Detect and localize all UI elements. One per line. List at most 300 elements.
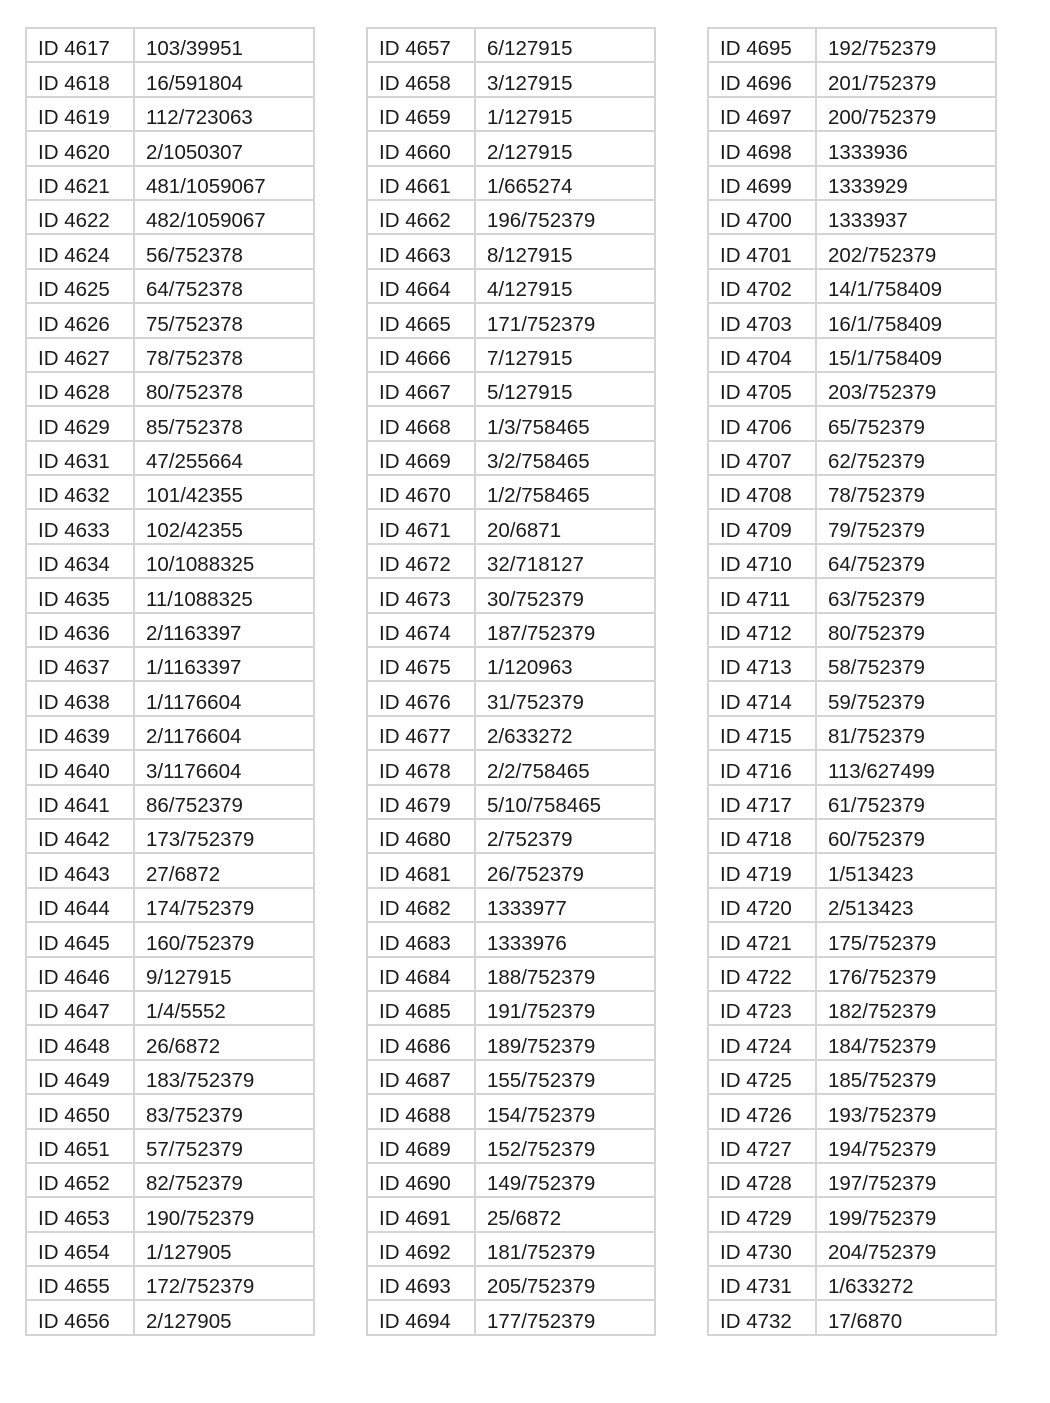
record-id-cell: ID 4717 — [708, 785, 816, 819]
record-id-cell: ID 4687 — [367, 1060, 475, 1094]
record-id-cell: ID 4657 — [367, 28, 475, 62]
record-value-cell: 86/752379 — [134, 785, 314, 819]
record-value-cell: 3/1176604 — [134, 750, 314, 784]
record-id-cell: ID 4701 — [708, 234, 816, 268]
table-row — [26, 922, 314, 956]
record-value-cell: 201/752379 — [816, 62, 996, 96]
record-id-cell: ID 4665 — [367, 303, 475, 337]
record-value-cell: 5/127915 — [475, 372, 655, 406]
record-value-cell: 2/1176604 — [134, 716, 314, 750]
record-value-cell: 56/752378 — [134, 234, 314, 268]
table-row — [26, 1300, 314, 1334]
record-id-cell: ID 4713 — [708, 647, 816, 681]
table-row — [708, 1025, 996, 1059]
table-row — [367, 957, 655, 991]
record-id-cell: ID 4682 — [367, 888, 475, 922]
table-row — [708, 131, 996, 165]
record-value-cell: 152/752379 — [475, 1129, 655, 1163]
table-row — [26, 509, 314, 543]
table-row — [26, 1197, 314, 1231]
table-row — [708, 544, 996, 578]
record-id-cell: ID 4658 — [367, 62, 475, 96]
record-value-cell: 481/1059067 — [134, 166, 314, 200]
record-value-cell: 2/513423 — [816, 888, 996, 922]
table-row — [367, 1025, 655, 1059]
table-row — [26, 372, 314, 406]
record-id-cell: ID 4705 — [708, 372, 816, 406]
record-id-cell: ID 4732 — [708, 1300, 816, 1334]
id-table-column-2 — [366, 27, 656, 1336]
record-id-cell: ID 4677 — [367, 716, 475, 750]
table-row — [26, 97, 314, 131]
table-row — [708, 97, 996, 131]
record-id-cell: ID 4712 — [708, 613, 816, 647]
record-id-cell: ID 4709 — [708, 509, 816, 543]
record-id-cell: ID 4721 — [708, 922, 816, 956]
table-row — [26, 406, 314, 440]
record-id-cell: ID 4668 — [367, 406, 475, 440]
table-row — [708, 647, 996, 681]
record-value-cell: 176/752379 — [816, 957, 996, 991]
record-value-cell: 3/127915 — [475, 62, 655, 96]
record-value-cell: 7/127915 — [475, 338, 655, 372]
record-value-cell: 189/752379 — [475, 1025, 655, 1059]
record-id-cell: ID 4686 — [367, 1025, 475, 1059]
record-value-cell: 177/752379 — [475, 1300, 655, 1334]
record-id-cell: ID 4693 — [367, 1266, 475, 1300]
table-row — [26, 131, 314, 165]
record-value-cell: 10/1088325 — [134, 544, 314, 578]
record-id-cell: ID 4636 — [26, 613, 134, 647]
record-value-cell: 203/752379 — [816, 372, 996, 406]
table-row — [367, 785, 655, 819]
record-id-cell: ID 4622 — [26, 200, 134, 234]
table-row — [26, 578, 314, 612]
record-value-cell: 61/752379 — [816, 785, 996, 819]
table-row — [26, 234, 314, 268]
table-row — [367, 716, 655, 750]
record-id-cell: ID 4676 — [367, 681, 475, 715]
record-value-cell: 102/42355 — [134, 509, 314, 543]
record-id-cell: ID 4670 — [367, 475, 475, 509]
record-value-cell: 11/1088325 — [134, 578, 314, 612]
id-table-column-1 — [25, 27, 315, 1336]
table-row — [26, 269, 314, 303]
table-row — [26, 303, 314, 337]
table-row — [367, 475, 655, 509]
table-row — [26, 28, 314, 62]
table-row — [26, 1163, 314, 1197]
record-id-cell: ID 4639 — [26, 716, 134, 750]
record-id-cell: ID 4632 — [26, 475, 134, 509]
record-value-cell: 78/752378 — [134, 338, 314, 372]
record-value-cell: 83/752379 — [134, 1094, 314, 1128]
record-id-cell: ID 4627 — [26, 338, 134, 372]
table-row — [708, 1094, 996, 1128]
record-id-cell: ID 4718 — [708, 819, 816, 853]
record-id-cell: ID 4703 — [708, 303, 816, 337]
table-row — [708, 888, 996, 922]
record-value-cell: 205/752379 — [475, 1266, 655, 1300]
record-id-cell: ID 4727 — [708, 1129, 816, 1163]
table-row — [367, 234, 655, 268]
table-row — [26, 681, 314, 715]
record-id-cell: ID 4673 — [367, 578, 475, 612]
table-row — [367, 613, 655, 647]
record-id-cell: ID 4667 — [367, 372, 475, 406]
table-row — [708, 716, 996, 750]
record-value-cell: 1/1176604 — [134, 681, 314, 715]
table-row — [26, 819, 314, 853]
record-value-cell: 85/752378 — [134, 406, 314, 440]
record-id-cell: ID 4646 — [26, 957, 134, 991]
table-row — [367, 888, 655, 922]
record-id-cell: ID 4669 — [367, 441, 475, 475]
record-id-cell: ID 4710 — [708, 544, 816, 578]
record-value-cell: 113/627499 — [816, 750, 996, 784]
record-value-cell: 47/255664 — [134, 441, 314, 475]
table-row — [26, 785, 314, 819]
record-value-cell: 1/120963 — [475, 647, 655, 681]
record-id-cell: ID 4619 — [26, 97, 134, 131]
record-value-cell: 2/633272 — [475, 716, 655, 750]
record-id-cell: ID 4638 — [26, 681, 134, 715]
record-value-cell: 192/752379 — [816, 28, 996, 62]
table-row — [26, 1025, 314, 1059]
record-id-cell: ID 4653 — [26, 1197, 134, 1231]
table-row — [367, 647, 655, 681]
record-id-cell: ID 4631 — [26, 441, 134, 475]
record-value-cell: 3/2/758465 — [475, 441, 655, 475]
record-value-cell: 31/752379 — [475, 681, 655, 715]
record-value-cell: 184/752379 — [816, 1025, 996, 1059]
record-value-cell: 190/752379 — [134, 1197, 314, 1231]
record-value-cell: 65/752379 — [816, 406, 996, 440]
table-row — [708, 269, 996, 303]
record-id-cell: ID 4635 — [26, 578, 134, 612]
record-value-cell: 2/127915 — [475, 131, 655, 165]
record-id-cell: ID 4640 — [26, 750, 134, 784]
table-row — [367, 1163, 655, 1197]
record-id-cell: ID 4644 — [26, 888, 134, 922]
table-row — [367, 406, 655, 440]
record-id-cell: ID 4688 — [367, 1094, 475, 1128]
table-row — [367, 544, 655, 578]
table-row — [708, 819, 996, 853]
record-id-cell: ID 4722 — [708, 957, 816, 991]
record-id-cell: ID 4704 — [708, 338, 816, 372]
record-id-cell: ID 4643 — [26, 853, 134, 887]
table-row — [367, 372, 655, 406]
table-row — [367, 269, 655, 303]
table-row — [708, 509, 996, 543]
table-row — [367, 338, 655, 372]
record-value-cell: 1/1163397 — [134, 647, 314, 681]
table-row — [367, 303, 655, 337]
record-value-cell: 193/752379 — [816, 1094, 996, 1128]
record-id-cell: ID 4672 — [367, 544, 475, 578]
record-id-cell: ID 4656 — [26, 1300, 134, 1334]
table-row — [367, 819, 655, 853]
record-id-cell: ID 4716 — [708, 750, 816, 784]
record-value-cell: 188/752379 — [475, 957, 655, 991]
table-row — [708, 166, 996, 200]
record-id-cell: ID 4723 — [708, 991, 816, 1025]
table-row — [708, 372, 996, 406]
record-id-cell: ID 4649 — [26, 1060, 134, 1094]
record-id-cell: ID 4720 — [708, 888, 816, 922]
table-row — [708, 785, 996, 819]
record-value-cell: 62/752379 — [816, 441, 996, 475]
record-id-cell: ID 4625 — [26, 269, 134, 303]
record-value-cell: 1/665274 — [475, 166, 655, 200]
record-id-cell: ID 4719 — [708, 853, 816, 887]
record-id-cell: ID 4642 — [26, 819, 134, 853]
table-row — [708, 681, 996, 715]
record-id-cell: ID 4715 — [708, 716, 816, 750]
record-id-cell: ID 4708 — [708, 475, 816, 509]
table-row — [26, 888, 314, 922]
table-row — [26, 544, 314, 578]
record-value-cell: 154/752379 — [475, 1094, 655, 1128]
record-value-cell: 5/10/758465 — [475, 785, 655, 819]
table-row — [367, 681, 655, 715]
table-row — [367, 509, 655, 543]
record-id-cell: ID 4730 — [708, 1232, 816, 1266]
record-value-cell: 58/752379 — [816, 647, 996, 681]
table-row — [708, 1232, 996, 1266]
record-id-cell: ID 4714 — [708, 681, 816, 715]
record-id-cell: ID 4637 — [26, 647, 134, 681]
record-value-cell: 204/752379 — [816, 1232, 996, 1266]
record-id-cell: ID 4691 — [367, 1197, 475, 1231]
record-id-cell: ID 4697 — [708, 97, 816, 131]
table-row — [708, 62, 996, 96]
table-row — [26, 166, 314, 200]
record-value-cell: 1/2/758465 — [475, 475, 655, 509]
table-row — [367, 1060, 655, 1094]
record-value-cell: 32/718127 — [475, 544, 655, 578]
record-id-cell: ID 4696 — [708, 62, 816, 96]
record-value-cell: 80/752379 — [816, 613, 996, 647]
record-value-cell: 30/752379 — [475, 578, 655, 612]
record-id-cell: ID 4641 — [26, 785, 134, 819]
table-row — [708, 234, 996, 268]
record-value-cell: 181/752379 — [475, 1232, 655, 1266]
table-row — [708, 338, 996, 372]
table-row — [367, 750, 655, 784]
record-value-cell: 14/1/758409 — [816, 269, 996, 303]
record-id-cell: ID 4702 — [708, 269, 816, 303]
record-id-cell: ID 4692 — [367, 1232, 475, 1266]
table-row — [26, 1060, 314, 1094]
record-id-cell: ID 4685 — [367, 991, 475, 1025]
table-row — [708, 1266, 996, 1300]
record-id-cell: ID 4621 — [26, 166, 134, 200]
table-row — [26, 1232, 314, 1266]
table-row — [367, 1129, 655, 1163]
table-row — [708, 853, 996, 887]
record-id-cell: ID 4629 — [26, 406, 134, 440]
table-row — [26, 338, 314, 372]
record-value-cell: 1/4/5552 — [134, 991, 314, 1025]
table-row — [367, 1094, 655, 1128]
record-value-cell: 2/127905 — [134, 1300, 314, 1334]
table-row — [367, 1197, 655, 1231]
table-row — [26, 1266, 314, 1300]
record-value-cell: 174/752379 — [134, 888, 314, 922]
record-value-cell: 75/752378 — [134, 303, 314, 337]
table-row — [708, 406, 996, 440]
record-id-cell: ID 4633 — [26, 509, 134, 543]
record-id-cell: ID 4675 — [367, 647, 475, 681]
record-value-cell: 26/752379 — [475, 853, 655, 887]
table-row — [708, 1300, 996, 1334]
record-id-cell: ID 4654 — [26, 1232, 134, 1266]
record-value-cell: 9/127915 — [134, 957, 314, 991]
table-row — [367, 97, 655, 131]
table-row — [26, 475, 314, 509]
record-value-cell: 26/6872 — [134, 1025, 314, 1059]
record-id-cell: ID 4659 — [367, 97, 475, 131]
record-value-cell: 2/2/758465 — [475, 750, 655, 784]
record-value-cell: 194/752379 — [816, 1129, 996, 1163]
record-id-cell: ID 4652 — [26, 1163, 134, 1197]
record-value-cell: 191/752379 — [475, 991, 655, 1025]
record-id-cell: ID 4664 — [367, 269, 475, 303]
record-value-cell: 16/1/758409 — [816, 303, 996, 337]
table-row — [26, 957, 314, 991]
record-value-cell: 160/752379 — [134, 922, 314, 956]
record-id-cell: ID 4689 — [367, 1129, 475, 1163]
record-value-cell: 80/752378 — [134, 372, 314, 406]
record-value-cell: 1333976 — [475, 922, 655, 956]
table-row — [367, 441, 655, 475]
record-id-cell: ID 4663 — [367, 234, 475, 268]
record-value-cell: 149/752379 — [475, 1163, 655, 1197]
id-table-column-3 — [707, 27, 997, 1336]
record-value-cell: 6/127915 — [475, 28, 655, 62]
table-row — [708, 957, 996, 991]
table-row — [26, 1129, 314, 1163]
record-id-cell: ID 4620 — [26, 131, 134, 165]
record-value-cell: 112/723063 — [134, 97, 314, 131]
record-value-cell: 17/6870 — [816, 1300, 996, 1334]
record-id-cell: ID 4679 — [367, 785, 475, 819]
table-row — [708, 613, 996, 647]
table-row — [708, 578, 996, 612]
record-value-cell: 64/752378 — [134, 269, 314, 303]
record-value-cell: 2/752379 — [475, 819, 655, 853]
record-id-cell: ID 4731 — [708, 1266, 816, 1300]
table-row — [708, 28, 996, 62]
record-id-cell: ID 4624 — [26, 234, 134, 268]
table-row — [708, 441, 996, 475]
record-id-cell: ID 4681 — [367, 853, 475, 887]
record-value-cell: 78/752379 — [816, 475, 996, 509]
table-row — [367, 853, 655, 887]
record-value-cell: 2/1050307 — [134, 131, 314, 165]
record-value-cell: 175/752379 — [816, 922, 996, 956]
record-value-cell: 172/752379 — [134, 1266, 314, 1300]
table-row — [708, 1060, 996, 1094]
record-value-cell: 1/3/758465 — [475, 406, 655, 440]
record-value-cell: 4/127915 — [475, 269, 655, 303]
record-id-cell: ID 4655 — [26, 1266, 134, 1300]
record-id-cell: ID 4666 — [367, 338, 475, 372]
table-row — [367, 200, 655, 234]
record-id-cell: ID 4699 — [708, 166, 816, 200]
table-row — [26, 441, 314, 475]
record-id-cell: ID 4698 — [708, 131, 816, 165]
record-value-cell: 81/752379 — [816, 716, 996, 750]
table-row — [367, 62, 655, 96]
table-row — [26, 750, 314, 784]
record-value-cell: 202/752379 — [816, 234, 996, 268]
record-id-cell: ID 4678 — [367, 750, 475, 784]
table-row — [708, 303, 996, 337]
record-value-cell: 8/127915 — [475, 234, 655, 268]
table-row — [708, 922, 996, 956]
record-value-cell: 183/752379 — [134, 1060, 314, 1094]
record-value-cell: 25/6872 — [475, 1197, 655, 1231]
record-value-cell: 482/1059067 — [134, 200, 314, 234]
table-row — [708, 750, 996, 784]
record-id-cell: ID 4628 — [26, 372, 134, 406]
record-id-cell: ID 4617 — [26, 28, 134, 62]
table-row — [26, 853, 314, 887]
record-value-cell: 155/752379 — [475, 1060, 655, 1094]
record-value-cell: 63/752379 — [816, 578, 996, 612]
table-row — [367, 578, 655, 612]
table-row — [367, 991, 655, 1025]
table-row — [26, 991, 314, 1025]
table-row — [367, 1300, 655, 1334]
record-id-cell: ID 4651 — [26, 1129, 134, 1163]
record-id-cell: ID 4724 — [708, 1025, 816, 1059]
record-value-cell: 1/127905 — [134, 1232, 314, 1266]
table-row — [708, 475, 996, 509]
record-value-cell: 15/1/758409 — [816, 338, 996, 372]
record-id-cell: ID 4726 — [708, 1094, 816, 1128]
record-value-cell: 197/752379 — [816, 1163, 996, 1197]
table-row — [26, 647, 314, 681]
record-id-cell: ID 4711 — [708, 578, 816, 612]
record-id-cell: ID 4671 — [367, 509, 475, 543]
record-value-cell: 1333977 — [475, 888, 655, 922]
record-value-cell: 20/6871 — [475, 509, 655, 543]
table-row — [26, 200, 314, 234]
table-row — [367, 1266, 655, 1300]
table-row — [367, 166, 655, 200]
table-row — [26, 1094, 314, 1128]
record-id-cell: ID 4648 — [26, 1025, 134, 1059]
table-row — [26, 62, 314, 96]
record-id-cell: ID 4684 — [367, 957, 475, 991]
table-row — [367, 28, 655, 62]
record-id-cell: ID 4694 — [367, 1300, 475, 1334]
record-value-cell: 79/752379 — [816, 509, 996, 543]
record-value-cell: 1/513423 — [816, 853, 996, 887]
record-value-cell: 171/752379 — [475, 303, 655, 337]
record-id-cell: ID 4695 — [708, 28, 816, 62]
record-id-cell: ID 4674 — [367, 613, 475, 647]
record-value-cell: 200/752379 — [816, 97, 996, 131]
record-value-cell: 27/6872 — [134, 853, 314, 887]
record-value-cell: 187/752379 — [475, 613, 655, 647]
table-row — [367, 1232, 655, 1266]
record-value-cell: 185/752379 — [816, 1060, 996, 1094]
